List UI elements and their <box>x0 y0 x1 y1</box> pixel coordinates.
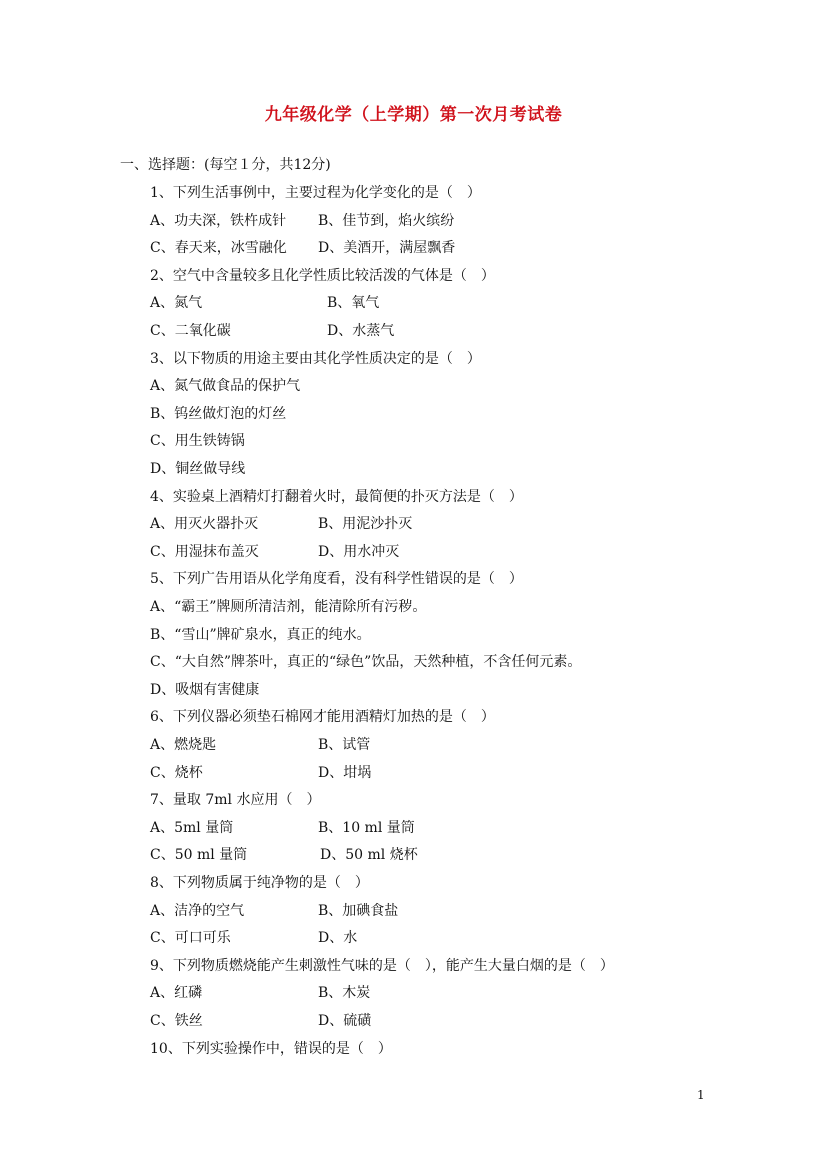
answer-option: A、“霸王”牌厕所清洁剂，能清除所有污秽。 <box>150 599 427 615</box>
question-text: 8、下列物质属于纯净物的是（ ） <box>150 875 369 891</box>
answer-option: B、氧气 <box>327 295 380 312</box>
answer-option: C、“大自然”牌茶叶，真正的“绿色”饮品，天然种植，不含任何元素。 <box>150 654 582 671</box>
answer-option: D、水 <box>318 930 358 947</box>
question-text: 3、以下物质的用途主要由其化学性质决定的是（ ） <box>150 350 481 367</box>
answer-option: B、钨丝做灯泡的灯丝 <box>150 405 287 422</box>
answer-option: B、“雪山”牌矿泉水，真正的纯水。 <box>150 626 371 643</box>
question-text: 6、下列仪器必须垫石棉网才能用酒精灯加热的是（ ） <box>150 709 495 726</box>
answer-option: C、铁丝 <box>150 1013 203 1029</box>
question-text: 4、实验桌上酒精灯打翻着火时，最简便的扑灭方法是（ ） <box>150 488 523 505</box>
answer-option: A、功夫深，铁杵成针 <box>150 212 287 229</box>
answer-option: B、用泥沙扑灭 <box>318 516 413 533</box>
page-number: 1 <box>697 1088 705 1102</box>
question-text: 1、下列生活事例中，主要过程为化学变化的是（ ） <box>150 185 481 201</box>
answer-option: C、春天来，冰雪融化 <box>150 240 287 257</box>
page-title: 九年级化学（上学期）第一次月考试卷 <box>264 105 563 125</box>
answer-option: D、铜丝做导线 <box>150 461 246 477</box>
question-text: 2、空气中含量较多且化学性质比较活泼的气体是（ ） <box>150 267 495 284</box>
answer-option: B、木炭 <box>318 985 371 1002</box>
answer-option: D、用水冲灭 <box>318 543 400 560</box>
answer-option: A、洁净的空气 <box>150 902 245 919</box>
question-text: 7、量取 7ml 水应用（ ） <box>150 792 321 809</box>
answer-option: B、10 ml 量筒 <box>318 819 415 836</box>
question-text: 10、下列实验操作中，错误的是（ ） <box>150 1040 392 1057</box>
answer-option: D、硫磺 <box>318 1013 372 1029</box>
answer-option: A、氮气 <box>150 295 203 312</box>
answer-option: A、氮气做食品的保护气 <box>150 378 301 395</box>
answer-option: B、试管 <box>318 737 371 753</box>
answer-option: C、50 ml 量筒 <box>150 847 248 864</box>
answer-option: A、5ml 量筒 <box>150 819 234 836</box>
answer-option: D、坩埚 <box>318 764 372 781</box>
question-text: 5、下列广告用语从化学角度看，没有科学性错误的是（ ） <box>150 571 523 588</box>
answer-option: C、烧杯 <box>150 764 203 781</box>
answer-option: D、水蒸气 <box>327 323 395 339</box>
answer-option: B、佳节到，焰火缤纷 <box>318 212 455 229</box>
answer-option: D、美酒开，满屋飘香 <box>318 240 456 257</box>
answer-option: A、红磷 <box>150 985 203 1002</box>
answer-option: A、燃烧匙 <box>150 737 217 753</box>
answer-option: D、50 ml 烧杯 <box>320 847 418 864</box>
answer-option: C、用湿抹布盖灭 <box>150 543 259 560</box>
answer-option: C、可口可乐 <box>150 930 231 947</box>
answer-option: C、二氧化碳 <box>150 323 231 339</box>
section-heading: 一、选择题：(每空１分，共12分) <box>120 157 331 173</box>
answer-option: B、加碘食盐 <box>318 902 399 919</box>
question-text: 9、下列物质燃烧能产生刺激性气味的是（ ），能产生大量白烟的是（ ） <box>150 957 614 974</box>
answer-option: D、吸烟有害健康 <box>150 681 260 698</box>
answer-option: A、用灭火器扑灭 <box>150 516 259 533</box>
answer-option: C、用生铁铸锅 <box>150 433 245 450</box>
